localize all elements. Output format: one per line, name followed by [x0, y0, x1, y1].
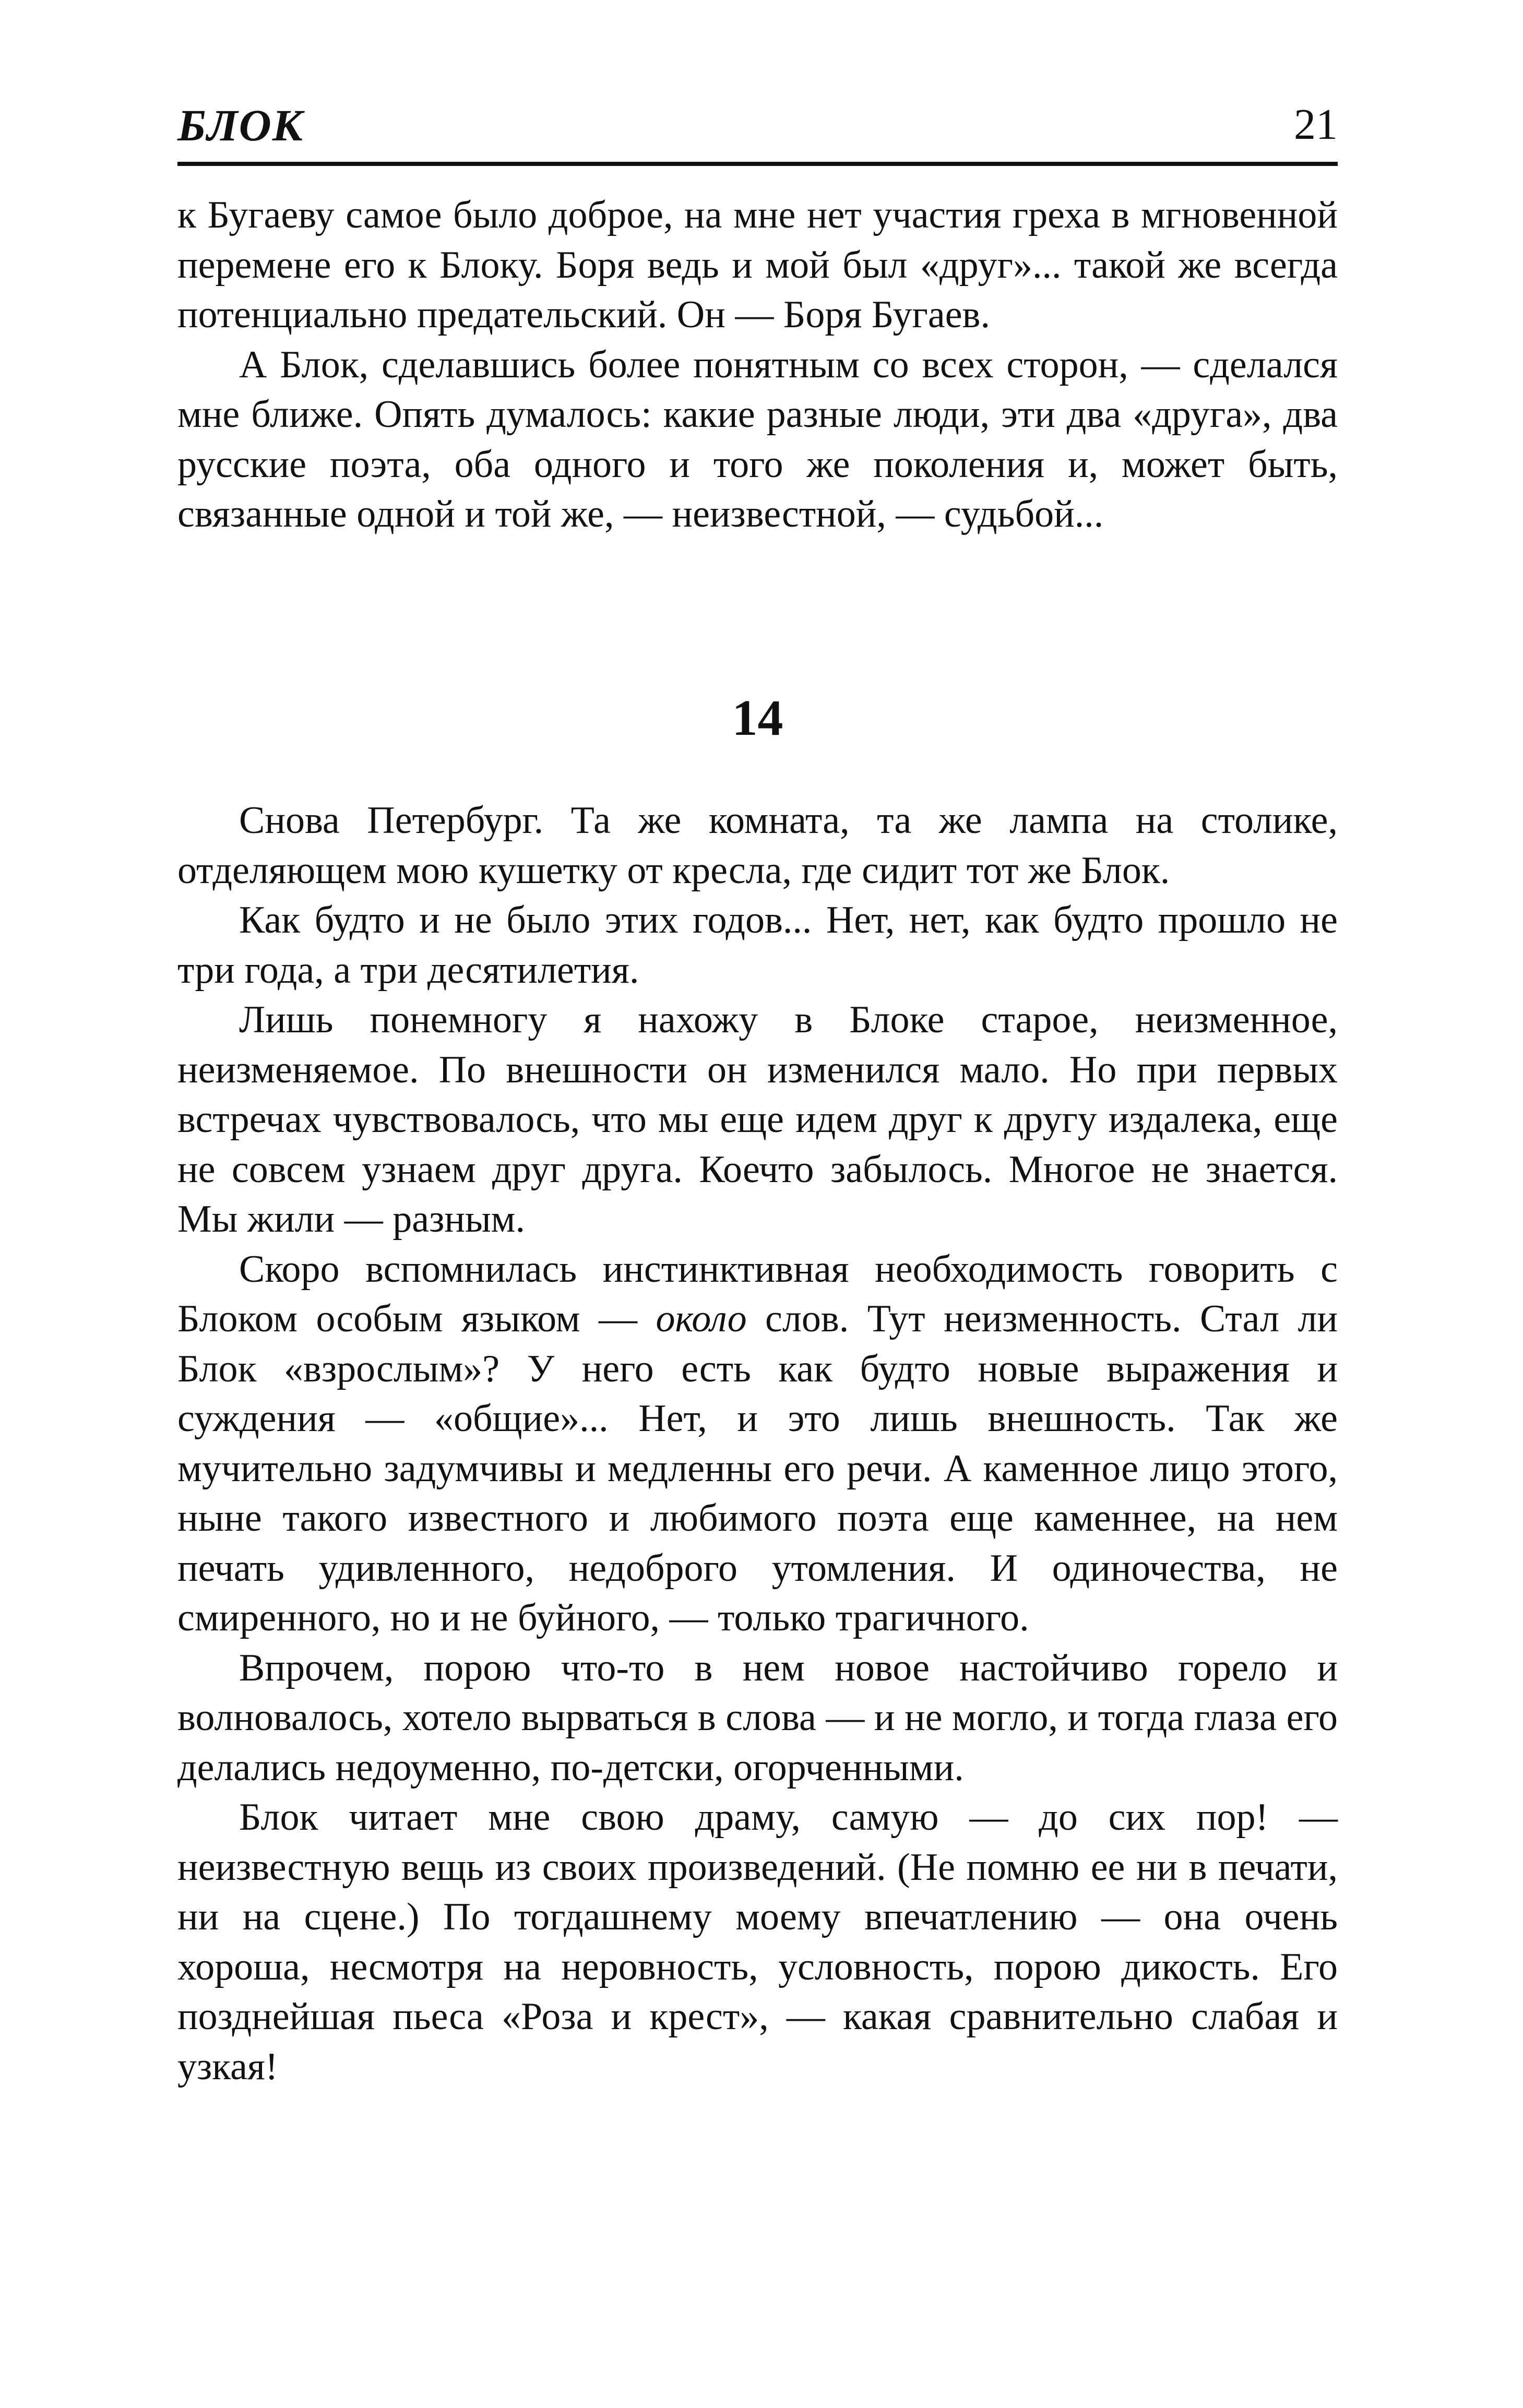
paragraph: Впрочем, порою что-то в нем новое настойчиво горело и волновалось, хотело вырваться в слова — и не могло, и тогда глаза его делались недоуменно, по-детски, огорченными. [177, 1646, 1338, 1789]
paragraph-text: Скоро вспомнилась инстинктивная необходимость говорить с Блоком особым языком — [177, 1247, 1338, 1340]
paragraph: Блок читает мне свою драму, самую — до сих пор! — неизвестную вещь из своих произведений. (Не помню ее ни в печати, ни на сцене.) По тогдашнему моему впечатлению — она очень хороша, несмотря на неровность, условность, порою дикость. Его позднейшая пьеса «Роза и крест», — какая сравнительно слабая и узкая! [177, 1796, 1338, 2088]
paragraph-text: слов. Тут неизменность. Стал ли Блок «взрослым»? У него есть как будто новые выражения и суждения — «общие»... Нет, и это лишь внешность. Так же мучительно задумчивы и медленны его речи. А каменное лицо этого, ныне такого известного и любимого поэта еще каменнее, на нем печать удивленного, недоброго утомления. И одиночества, не смиренного, но и не буйного, — только трагичного. [177, 1297, 1338, 1639]
paragraph: Лишь понемногу я нахожу в Блоке старое, неизменное, неизменяемое. По внешности он изменился мало. Но при первых встречах чувствовалось, что мы еще идем друг к другу издалека, еще не совсем узнаем друг друга. Коечто забылось. Многое не знается. Мы жили — разным. [177, 998, 1338, 1241]
paragraph-with-emphasis [177, 1245, 1338, 1643]
page-number: 21 [1294, 100, 1338, 149]
paragraph: А Блок, сделавшись более понятным со всех сторон, — сделался мне ближе. Опять думалось: какие разные люди, эти два «друга», два русские поэта, оба одного и того же поколения и, может быть, связанные одной и той же, — неизвестной, — судьбой... [177, 343, 1338, 535]
text-block-chapter-14 [177, 796, 1338, 2092]
emphasis-word: около [656, 1297, 747, 1340]
paragraph: Снова Петербург. Та же комната, та же лампа на столике, отделяющем мою кушетку от кресла, где сидит тот же Блок. [177, 799, 1338, 892]
text-block-previous-section [177, 190, 1338, 540]
chapter-number: 14 [732, 690, 783, 746]
paragraph: Как будто и не было этих годов... Нет, нет, как будто прошло не три года, а три десятилетия. [177, 899, 1338, 992]
running-title: БЛОК [177, 100, 304, 150]
paragraph-continued: к Бугаеву самое было доброе, на мне нет участия греха в мгновенной перемене его к Блоку. Боря ведь и мой был «друг»... такой же всегда потенциально предательский. Он — Боря Бугаев. [177, 194, 1338, 336]
running-header [177, 99, 1338, 166]
